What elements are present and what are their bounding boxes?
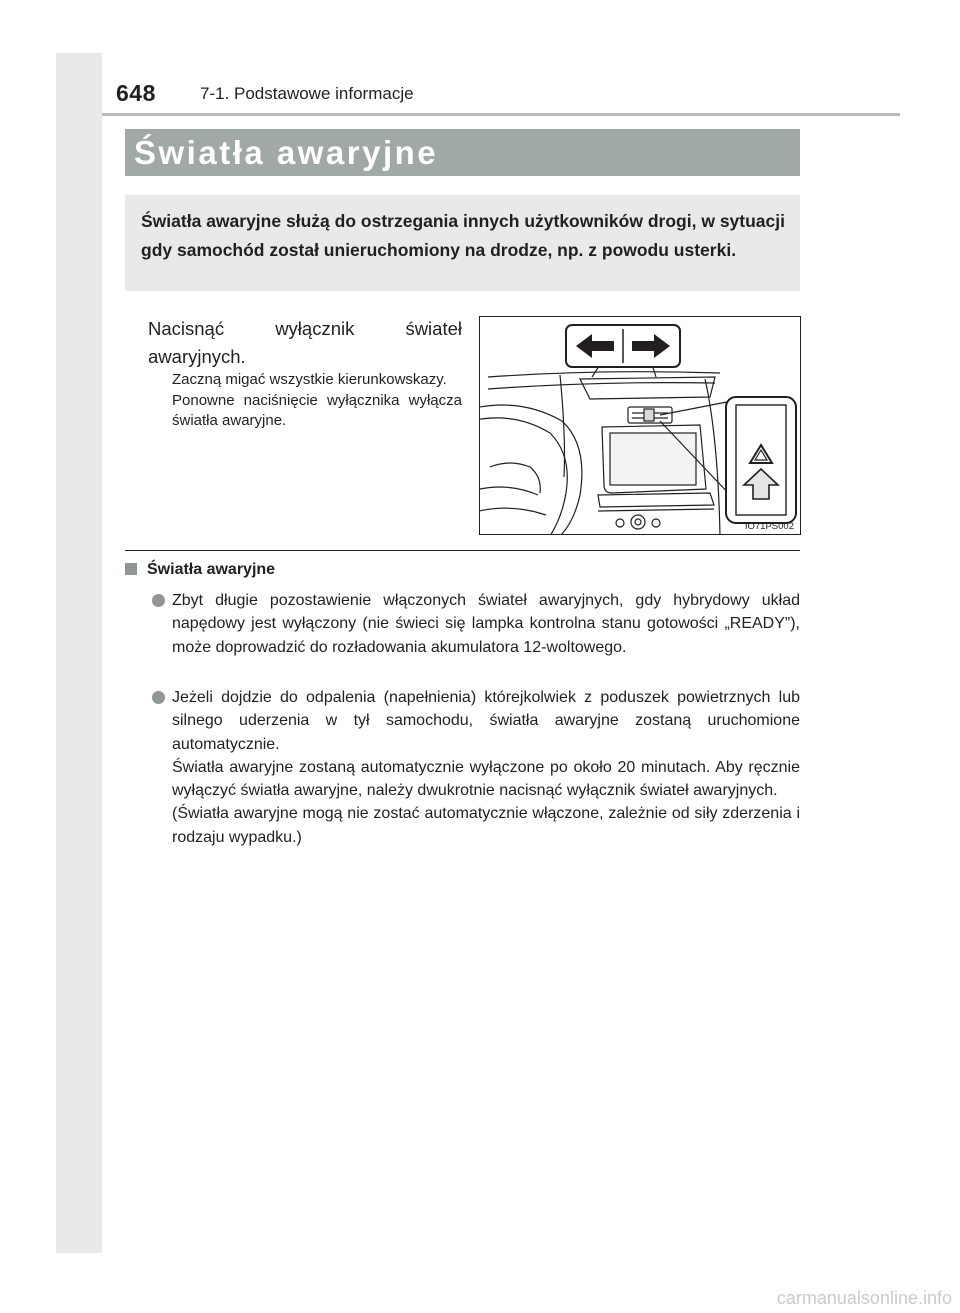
watermark: carmanualsonline.info [776, 1288, 952, 1308]
square-bullet-icon [125, 563, 137, 575]
dashboard-drawing [480, 317, 801, 535]
note-bullet-1 [152, 589, 800, 659]
instruction-main: Nacisnąć wyłącznik świateł awaryjnych. [148, 318, 462, 367]
notes-divider [125, 550, 800, 551]
note-1-text: Zbyt długie pozostawienie włączonych świateł awaryjnych, gdy hybrydowy układ napędowy jest wyłączony (nie świeci się lampka kontrolna stanu gotowości „READY”), może doprowadzić do rozładowania akumulatora 12-woltowego. [172, 592, 800, 656]
dashboard-illustration [479, 316, 801, 535]
title-band [125, 129, 800, 176]
instruction-sub-1: Zaczną migać wszystkie kierunkowskazy. [172, 371, 447, 388]
instruction-sub-2: Ponowne naciśnięcie wyłącznika wyłącza światła awaryjne. [172, 391, 462, 429]
figure-code: IO71PS002 [744, 521, 794, 532]
notes-heading [125, 561, 275, 579]
page-side-bar [56, 53, 102, 1253]
note-2-para-3: (Światła awaryjne mogą nie zostać automatycznie włączone, zależnie od siły zderzenia i rodzaju wypadku.) [172, 805, 800, 846]
note-2-para-1: Jeżeli dojdzie do odpalenia (napełnienia) którejkolwiek z poduszek powietrznych lub silnego uderzenia w tył samochodu, światła awaryjne zostaną uruchomione automatycznie. [172, 689, 800, 753]
note-2-para-2: Światła awaryjne zostaną automatycznie wyłączone po około 20 minutach. Aby ręcznie wyłączyć światła awaryjne, należy dwukrotnie nacisnąć wyłącznik świateł awaryjnych. [172, 758, 800, 800]
note-bullet-2 [152, 686, 800, 849]
round-bullet-icon [152, 691, 165, 704]
page-title: Światła awaryjne [134, 134, 439, 171]
instruction-details [172, 370, 462, 432]
hazard-switch-icon [726, 397, 796, 523]
page-number: 648 [116, 80, 156, 106]
left-right-turn-arrows-icon [566, 325, 680, 367]
notes-heading-text: Światła awaryjne [147, 561, 276, 578]
section-title: 7-1. Podstawowe informacje [200, 84, 414, 103]
round-bullet-icon [152, 594, 165, 607]
header-divider [102, 113, 900, 116]
intro-box: Światła awaryjne służą do ostrzegania innych użytkowników drogi, w sytuacji gdy samochód został unieruchomiony na drodze, np. z powodu usterki. [125, 195, 800, 291]
